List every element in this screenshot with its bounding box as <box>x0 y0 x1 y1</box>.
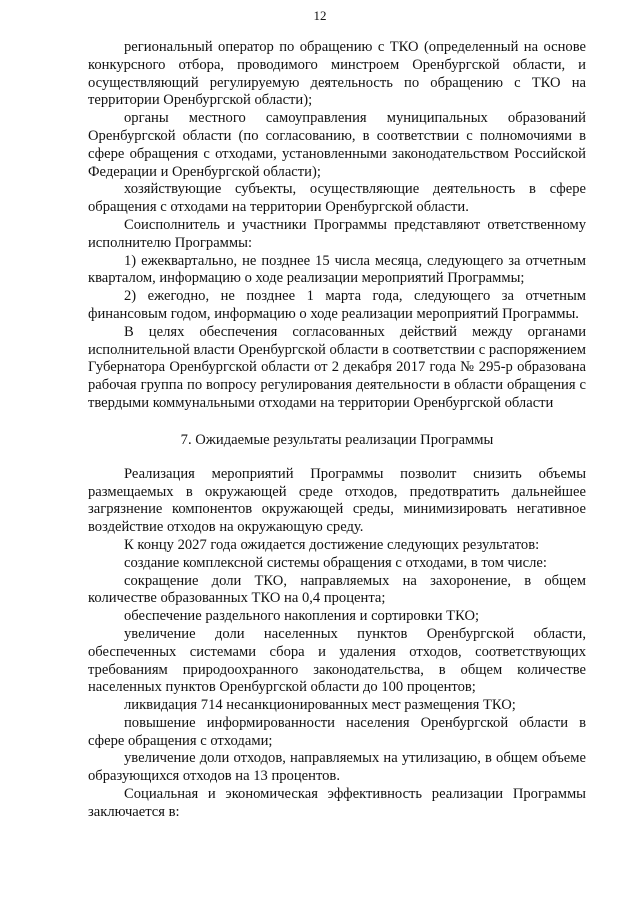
page-number: 12 <box>313 8 327 23</box>
paragraph-expected-results-intro: К концу 2027 года ожидается достижение следующих результатов: <box>124 536 540 553</box>
list-item-separate-collection: обеспечение раздельного накопления и сортировки ТКО; <box>124 608 480 625</box>
paragraph-co-executor: Соисполнитель и участники Программы представляют ответственному исполнителю Программы: <box>88 216 586 251</box>
paragraph-program-impact: Реализация мероприятий Программы позволит снизить объемы размещаемых в окружающей среде отходов, предотвратить дальнейшее загрязнение компонентов окружающей среды, минимизировать негативное воздействие отходов на окружающую среду. <box>88 465 586 536</box>
list-item-waste-system: создание комплексной системы обращения с отходами, в том числе: <box>124 554 547 571</box>
list-item-recycling-share: увеличение доли отходов, направляемых на утилизацию, в общем объеме образующихся отходов на 13 процентов. <box>88 750 586 785</box>
paragraph-annual-report: 2) ежегодно, не позднее 1 марта года, следующего за отчетным финансовым годом, информацию о ходе реализации мероприятий Программы. <box>88 288 586 322</box>
paragraph-business-entities: хозяйствующие субъекты, осуществляющие деятельность в сфере обращения с отходами на территории Оренбургской области. <box>88 181 586 216</box>
section-heading: 7. Ожидаемые результаты реализации Программы <box>180 431 494 448</box>
paragraph-local-government: органы местного самоуправления муниципальных образований Оренбургской области (по согласованию, в соответствии с полномочиями в сфере обращения с отходами, установленными законодательством Российской Федерации и Оренбургской области); <box>88 110 586 180</box>
list-item-public-awareness: повышение информированности населения Оренбургской области в сфере обращения с отходами; <box>88 714 586 749</box>
list-item-illegal-dumps: ликвидация 714 несанкционированных мест размещения ТКО; <box>124 697 516 714</box>
list-item-settlements-coverage: увеличение доли населенных пунктов Оренбургской области, обеспеченных системами сбора и удаления отходов, соответствующих требованиям природоохранного законодательства, в общем количестве населенных пунктов Оренбургской области до 100 процентов; <box>88 625 586 696</box>
list-item-landfill-reduction: сокращение доли ТКО, направляемых на захоронение, в общем количестве образованных ТКО на 0,4 процента; <box>88 572 586 607</box>
paragraph-quarterly-report: 1) ежеквартально, не позднее 15 числа месяца, следующего за отчетным кварталом, информацию о ходе реализации мероприятий Программы; <box>88 252 586 287</box>
paragraph-working-group: В целях обеспечения согласованных действий между органами исполнительной власти Оренбургской области в соответствии с распоряжением Губернатора Оренбургской области от 2 декабря 2017 года № 295-р образована рабочая группа по вопросу регулирования деятельности в области обращения с твердыми коммунальными отходами на территории Оренбургской области <box>88 323 586 411</box>
paragraph-efficiency: Социальная и экономическая эффективность реализации Программы заключается в: <box>88 786 586 820</box>
document-body <box>88 39 586 822</box>
paragraph-regional-operator: региональный оператор по обращению с ТКО (определенный на основе конкурсного отбора, проводимого минстроем Оренбургской области, и осуществляющий регулируемую деятельность по обращению с ТКО на территории Оренбургской области); <box>88 39 586 109</box>
